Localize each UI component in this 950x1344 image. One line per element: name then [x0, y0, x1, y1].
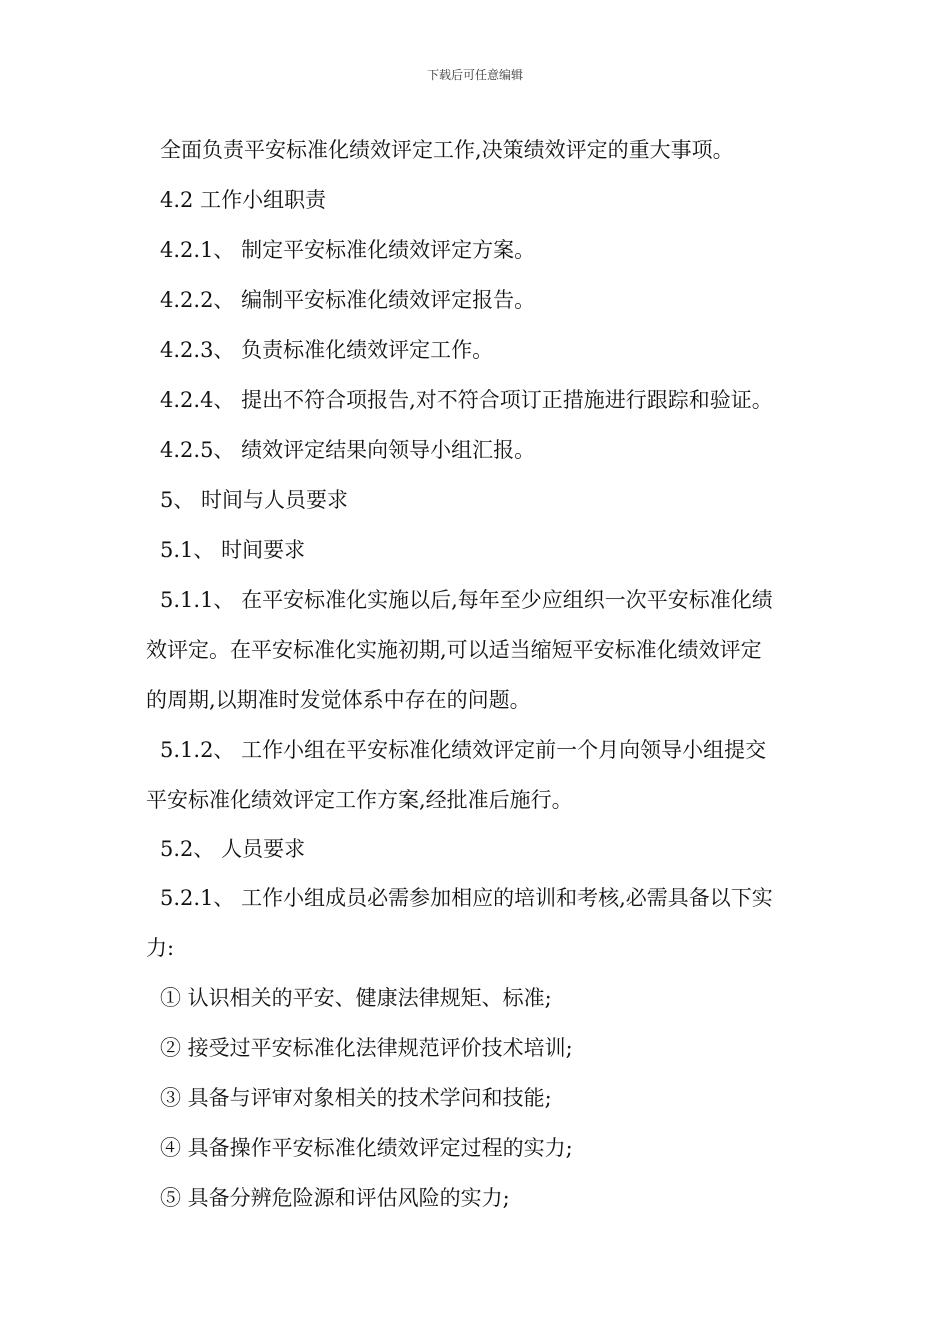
list-item: 4.2.5、 绩效评定结果向领导小组汇报。	[160, 438, 536, 462]
list-item: 4.2.3、 负责标准化绩效评定工作。	[160, 338, 494, 362]
paragraph-line: 全面负责平安标准化绩效评定工作,决策绩效评定的重大事项。	[160, 138, 734, 162]
paragraph-line: 5.1.2、 工作小组在平安标准化绩效评定前一个月向领导小组提交	[160, 738, 767, 762]
paragraph-line: 效评定。在平安标准化实施初期,可以适当缩短平安标准化绩效评定	[146, 638, 762, 662]
section-heading: 4.2 工作小组职责	[160, 188, 327, 212]
list-item: ② 接受过平安标准化法律规范评价技术培训;	[160, 1036, 573, 1060]
paragraph-line: 5.1.1、 在平安标准化实施以后,每年至少应组织一次平安标准化绩	[160, 588, 773, 612]
list-item: ③ 具备与评审对象相关的技术学问和技能;	[160, 1086, 552, 1110]
paragraph-line: 的周期,以期准时发觉体系中存在的问题。	[146, 688, 531, 712]
paragraph-line: 5.2.1、 工作小组成员必需参加相应的培训和考核,必需具备以下实	[160, 886, 773, 910]
list-item: ① 认识相关的平安、健康法律规矩、标准;	[160, 986, 552, 1010]
list-item: 4.2.4、 提出不符合项报告,对不符合项订正措施进行跟踪和验证。	[160, 388, 773, 412]
list-item: 4.2.1、 制定平安标准化绩效评定方案。	[160, 238, 536, 262]
section-heading: 5.2、 人员要求	[160, 837, 306, 861]
section-heading: 5.1、 时间要求	[160, 538, 306, 562]
paragraph-line: 平安标准化绩效评定工作方案,经批准后施行。	[146, 788, 573, 812]
paragraph-line: 力:	[146, 936, 175, 960]
list-item: ④ 具备操作平安标准化绩效评定过程的实力;	[160, 1136, 573, 1160]
list-item: 4.2.2、 编制平安标准化绩效评定报告。	[160, 288, 536, 312]
list-item: ⑤ 具备分辨危险源和评估风险的实力;	[160, 1186, 510, 1210]
section-heading: 5、 时间与人员要求	[160, 488, 349, 512]
page-header: 下载后可任意编辑	[426, 68, 523, 82]
